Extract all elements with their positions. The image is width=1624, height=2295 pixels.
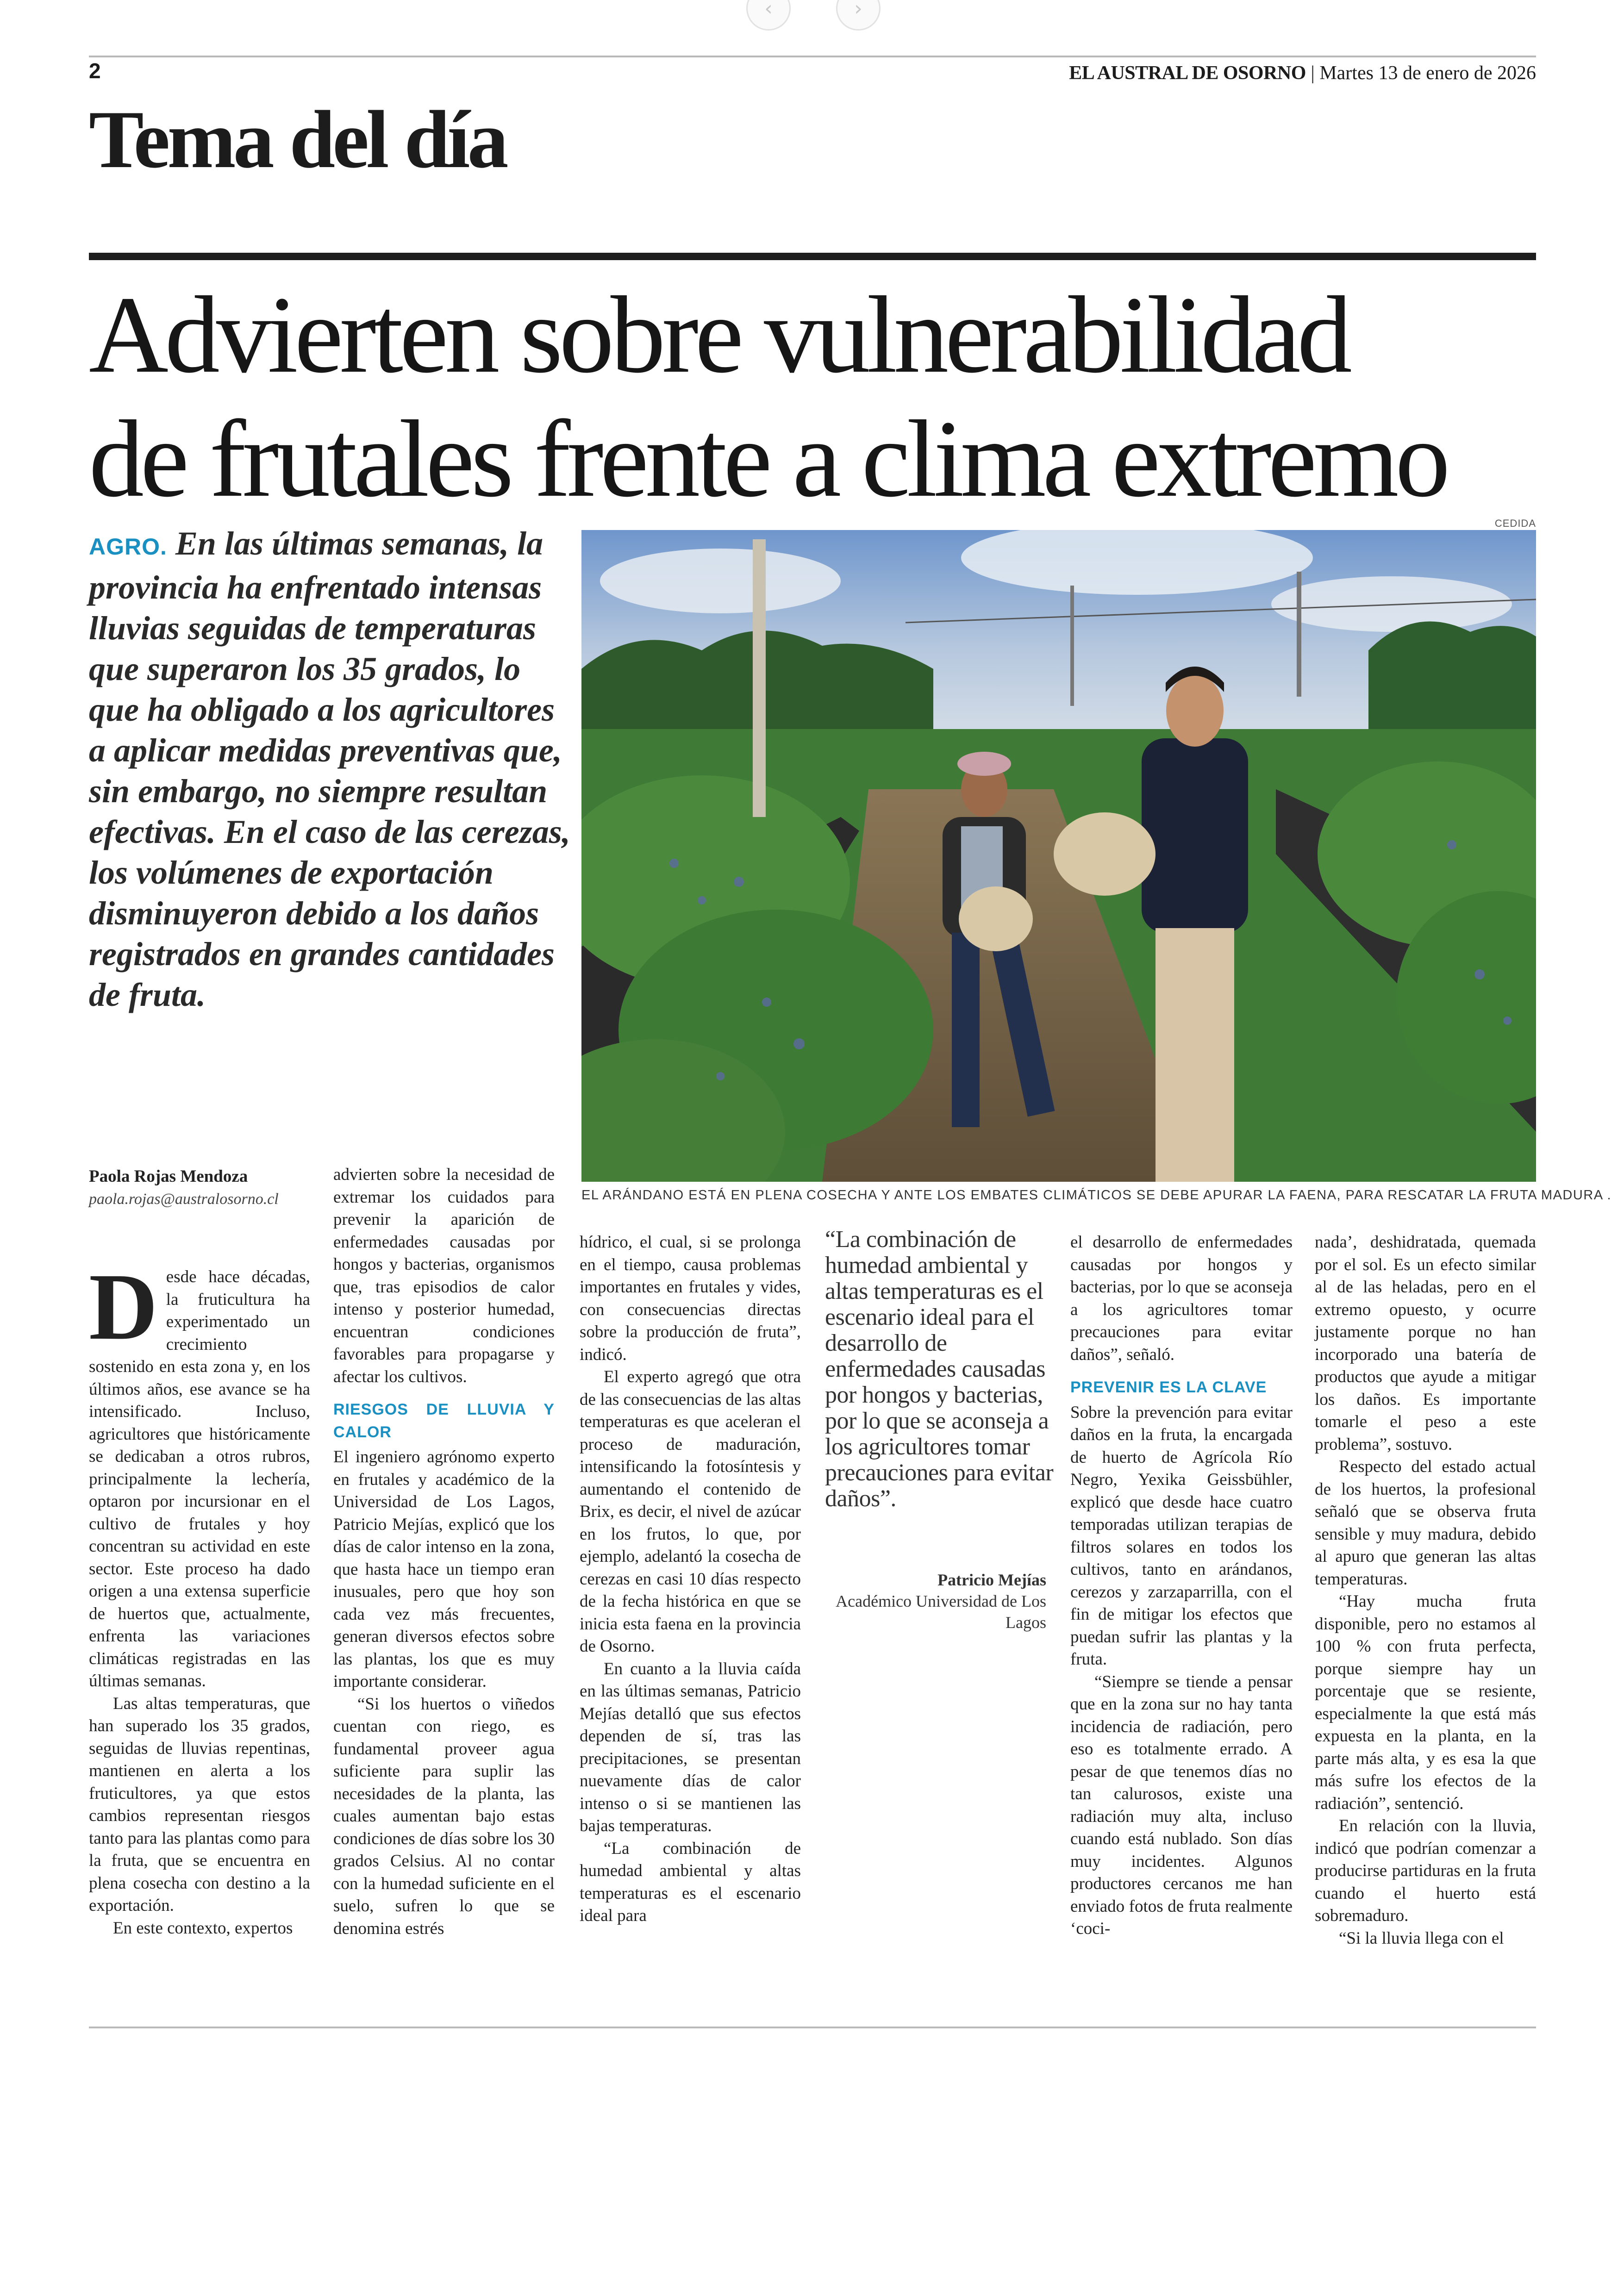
paragraph: “Si los huertos o viñedos cuentan con riego, es fundamental proveer agua suficiente para suplir las necesidades de la planta, las cuales aumentan bajo estas condiciones de días sobre los 30 grados Celsius. Al no contar con la humedad suficiente en el suelo, sufren lo que se denomina estrés [333,1694,555,1938]
masthead-separator: | [1305,62,1320,84]
section-kicker: AGRO. [89,534,167,560]
paragraph: Desde hace décadas, la fruticultura ha experimentado un crecimiento sostenido en esta zona y, en los últimos años, ese avance se ha intensificado. Incluso, agricultores que históricamente se dedicaban a otros rubros, principalmente la lechería, optaron por incursionar en el cultivo de frutales y hoy concentran su actividad en este sector. Este proceso ha dado origen a una extensa superficie de huertos que, actualmente, enfrenta las variaciones climáticas registradas en las últimas semanas. [89,1254,310,1690]
article-headline [89,273,1570,521]
headline-line-2: de frutales frente a clima extremo [89,398,1447,520]
article-photo [581,530,1536,1182]
chevron-right-icon: › [854,0,862,20]
article-column-5 [1070,1231,1293,1940]
paragraph: “Siempre se tiende a pensar que en la zona sur no hay tanta incidencia de radiación, pero eso es totalmente errado. A pesar de que tenemos días no tan calurosos, existe una radiación muy alta, incluso cuando está nublado. Son días muy incidentes. Algunos productores cercanos me han enviado fotos de fruta realmente ‘coci- [1070,1672,1293,1938]
pull-quote-attribution [825,1569,1046,1633]
chevron-left-icon: ‹ [764,0,773,20]
paragraph: nada’, deshidratada, quemada por el sol. Es un efecto similar al de las heladas, pero en el extremo opuesto, y ocurre justamente porque no han incorporado una batería de productos que ayude a mitigar los daños. Es importante tomarle el peso a este problema”, sostuvo. [1315,1233,1536,1454]
blueberry-field-photo [581,530,1536,1182]
pull-quote: “La combinación de humedad ambiental y altas temperaturas es el escenario ideal para el desarrollo de enfermedades causadas por hongos y bacterias, por lo que se aconseja a los agricultores tomar precauciones para evitar daños”. [825,1226,1054,1512]
issue-date: Martes 13 de enero de 2026 [1319,62,1536,84]
paragraph: El experto agregó que otra de las consecuencias de las altas temperaturas es que aceleran el proceso de maduración, intensificando la fotosíntesis y aumentando el contenido de Brix, es decir, el nivel de azúcar en los frutos, lo que, por ejemplo, adelantó la cosecha de cerezas en casi 10 días respecto de la fecha histórica en que se inicia esta faena en la provincia de Osorno. [580,1367,801,1656]
photo-credit: CEDIDA [1494,518,1536,529]
photo-caption: EL ARÁNDANO ESTÁ EN PLENA COSECHA Y ANTE LOS EMBATES CLIMÁTICOS SE DEBE APURAR LA FAENA, PARA RESCATAR LA FRUTA MADURA . [581,1188,1612,1203]
article-column-1 [89,1166,310,1940]
quote-author-role: Académico Universidad de Los Lagos [836,1592,1046,1632]
paragraph: “Hay mucha fruta disponible, pero no estamos al 100 % con fruta perfecta, porque siempre hay un porcentaje que se resiente, especialmente la que está más expuesta en la planta, en la parte más alta, y es esa la que más sufre los efectos de la radiación”, sentenció. [1315,1592,1536,1813]
paragraph: Sobre la prevención para evitar daños en la fruta, la encargada de huerto de Agrícola Río Negro, Yexika Geissbühler, explicó que desde hace cuatro temporadas utilizan terapias de filtros solares en todos los cultivos, tanto en arándanos, cerezos y zarzaparrilla, con el fin de mitigar los efectos que puedan sufrir las plantas y la fruta. [1070,1403,1293,1669]
article-column-2 [333,1164,555,1940]
next-page-button[interactable] [836,0,881,31]
previous-page-button[interactable] [746,0,791,31]
subheading-prevenir: PREVENIR ES LA CLAVE [1070,1378,1267,1396]
paragraph: En relación con la lluvia, indicó que podrían comenzar a producirse partiduras en la fruta cuando el huerto está sobremaduro. [1315,1816,1536,1925]
author-name: Paola Rojas Mendoza [89,1167,248,1186]
article-column-6 [1315,1231,1536,1950]
paragraph: el desarrollo de enfermedades causadas por hongos y bacterias, por lo que se aconseja a los agricultores tomar precauciones para evitar daños”, señaló. [1070,1233,1293,1364]
lede-text: En las últimas semanas, la provincia ha enfrentado intensas lluvias seguidas de temperaturas que superaron los 35 grados, lo que ha obligado a los agricultores a aplicar medidas preventivas que, sin embargo, no siempre resultan efectivas. En el caso de las cerezas, los volúmenes de exportación disminuyeron debido a los daños registrados en grandes cantidades de fruta. [89,525,570,1013]
paragraph: Respecto del estado actual de los huertos, la profesional señaló que se observa fruta sensible y muy madura, debido al apuro que generan las altas temperaturas. [1315,1457,1536,1589]
paragraph: “Si la lluvia llega con el [1339,1928,1504,1948]
bottom-rule [89,2027,1536,2028]
publication-name: EL AUSTRAL DE OSORNO [1069,62,1306,84]
paragraph: hídrico, el cual, si se prolonga en el tiempo, causa problemas importantes en frutales y vides, con consecuencias directas sobre la producción de fruta”, indicó. [580,1233,801,1364]
drop-cap: D [89,1254,158,1360]
article-lede [89,523,575,1015]
paragraph: “La combinación de humedad ambiental y altas temperaturas es el escenario ideal para [580,1839,801,1925]
section-title: Tema del día [89,94,506,185]
headline-line-1: Advierten sobre vulnerabilidad [89,274,1349,396]
paragraph: advierten sobre la necesidad de extremar los cuidados para prevenir la aparición de enfermedades causadas por hongos y bacterias, organismos que, tras episodios de calor intenso y posterior humedad, encuentran condiciones favorables para propagarse y afectar los cultivos. [333,1165,555,1386]
paragraph: En este contexto, expertos [113,1918,293,1938]
subheading-riesgos: RIESGOS DE LLUVIA Y CALOR [333,1401,555,1441]
author-email: paola.rojas@australosorno.cl [89,1190,279,1208]
top-rule [89,56,1536,57]
headline-rule [89,253,1536,260]
paragraph: Las altas temperaturas, que han superado los 35 grados, seguidas de lluvias repentinas, mantienen en alerta a los fruticultores, ya que estos cambios representan riesgos tanto para las plantas como para la fruta, que se encuentra en plena cosecha con destino a la exportación. [89,1694,310,1915]
masthead [1069,62,1536,84]
page-number: 2 [89,59,101,83]
paragraph: El ingeniero agrónomo experto en frutales y académico de la Universidad de Los Lagos, Patricio Mejías, explicó que los días de calor intenso en la zona, que hasta hace un tiempo eran inusuales, pero que hoy son cada vez más frecuentes, generan diversos efectos sobre las plantas, los que es muy importante considerar. [333,1447,555,1691]
quote-author-name: Patricio Mejías [937,1571,1046,1589]
paragraph: En cuanto a la lluvia caída en las últimas semanas, Patricio Mejías detalló que sus efectos dependen de sí, tras las precipitaciones, se presentan nuevamente días de calor intenso o si se mantienen las bajas temperaturas. [580,1659,801,1835]
article-column-3 [580,1231,801,1927]
